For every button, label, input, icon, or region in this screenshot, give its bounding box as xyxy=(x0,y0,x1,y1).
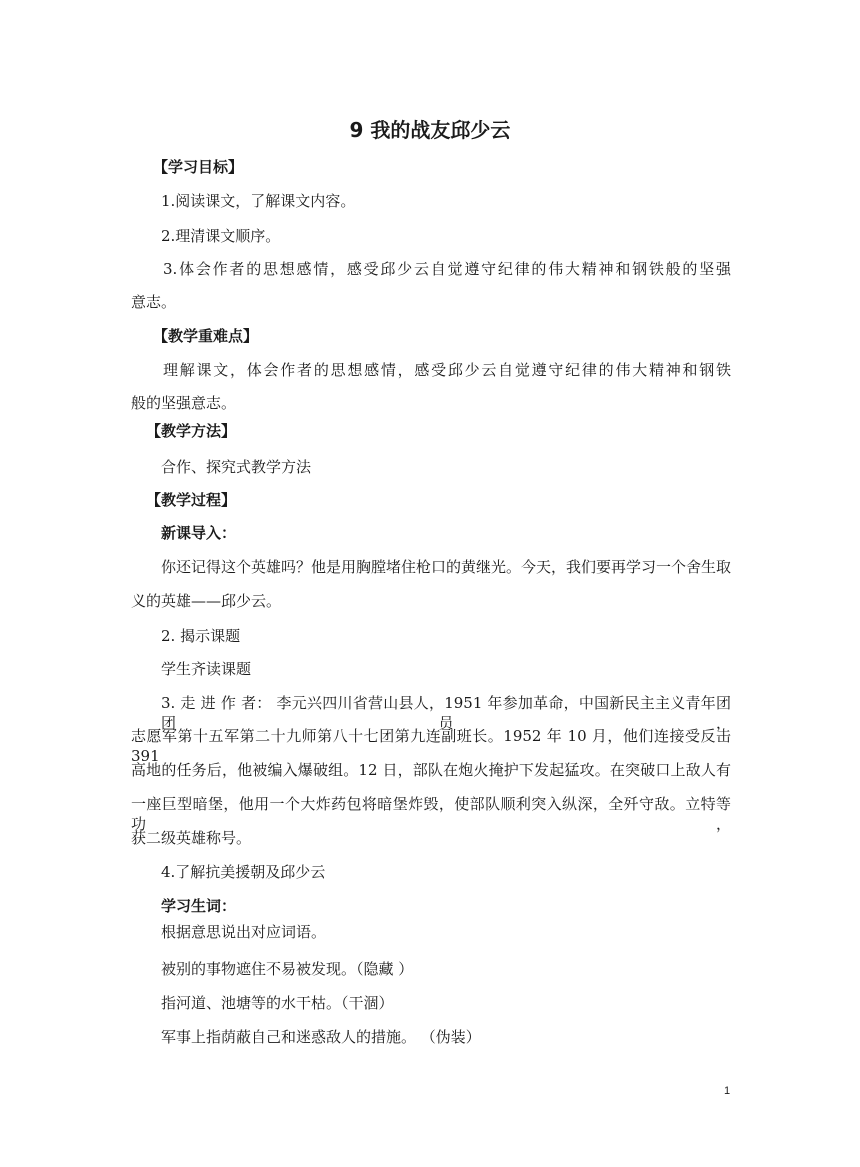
page-number: 1 xyxy=(724,1085,731,1097)
objective-3-line-2: 意志。 xyxy=(131,293,177,311)
heading-objectives: 【学习目标】 xyxy=(153,158,244,176)
key-points-line-2: 般的坚强意志。 xyxy=(131,394,237,412)
vocabulary-item-2: 指河道、池塘等的水干枯。（干涸） xyxy=(161,994,394,1012)
heading-key-points: 【教学重难点】 xyxy=(153,327,259,345)
page-title: 9 我的战友邱少云 xyxy=(349,118,511,142)
author-line-5: 获二级英雄称号。 xyxy=(131,829,252,847)
objective-2: 2.理清课文顺序。 xyxy=(161,227,281,245)
heading-intro: 新课导入： xyxy=(161,524,237,542)
author-line-4: 一座巨型暗堡，他用一个大炸药包将暗堡炸毁，使部队顺利突入纵深，全歼守敌。立特等功， xyxy=(131,795,731,833)
author-line-3: 高地的任务后，他被编入爆破组。12 日，部队在炮火掩护下发起猛攻。在突破口上敌人有 xyxy=(131,761,731,779)
heading-vocabulary: 学习生词： xyxy=(161,897,237,915)
objective-1: 1.阅读课文，了解课文内容。 xyxy=(161,192,356,210)
heading-process: 【教学过程】 xyxy=(146,491,237,509)
objective-3-line-1: 3.体会作者的思想感情，感受邱少云自觉遵守纪律的伟大精神和钢铁般的坚强 xyxy=(163,260,731,278)
step-2-body: 学生齐读课题 xyxy=(161,660,252,678)
heading-method: 【教学方法】 xyxy=(146,422,237,440)
author-line-2: 志愿军第十五军第二十九师第八十七团第九连副班长。1952 年 10 月，他们连接受反击 391 xyxy=(131,727,731,765)
vocabulary-item-1: 被别的事物遮住不易被发现。（隐藏 ） xyxy=(161,960,414,978)
vocabulary-item-3: 军事上指荫蔽自己和迷惑敌人的措施。 （伪装） xyxy=(161,1028,481,1046)
method-text: 合作、探究式教学方法 xyxy=(161,458,312,476)
vocabulary-intro: 根据意思说出对应词语。 xyxy=(161,923,327,941)
step-4-heading: 4.了解抗美援朝及邱少云 xyxy=(161,863,326,881)
step-2-heading: 2. 揭示课题 xyxy=(161,627,241,645)
key-points-line-1: 理解课文，体会作者的思想感情，感受邱少云自觉遵守纪律的伟大精神和钢铁 xyxy=(163,361,731,379)
intro-line-2: 义的英雄——邱少云。 xyxy=(131,592,282,610)
intro-line-1: 你还记得这个英雄吗？他是用胸膛堵住枪口的黄继光。今天，我们要再学习一个舍生取 xyxy=(161,558,732,576)
author-line-1: 3. 走 进 作 者： 李元兴四川省营山县人，1951 年参加革命，中国新民主主义青年团团员， xyxy=(161,694,731,732)
